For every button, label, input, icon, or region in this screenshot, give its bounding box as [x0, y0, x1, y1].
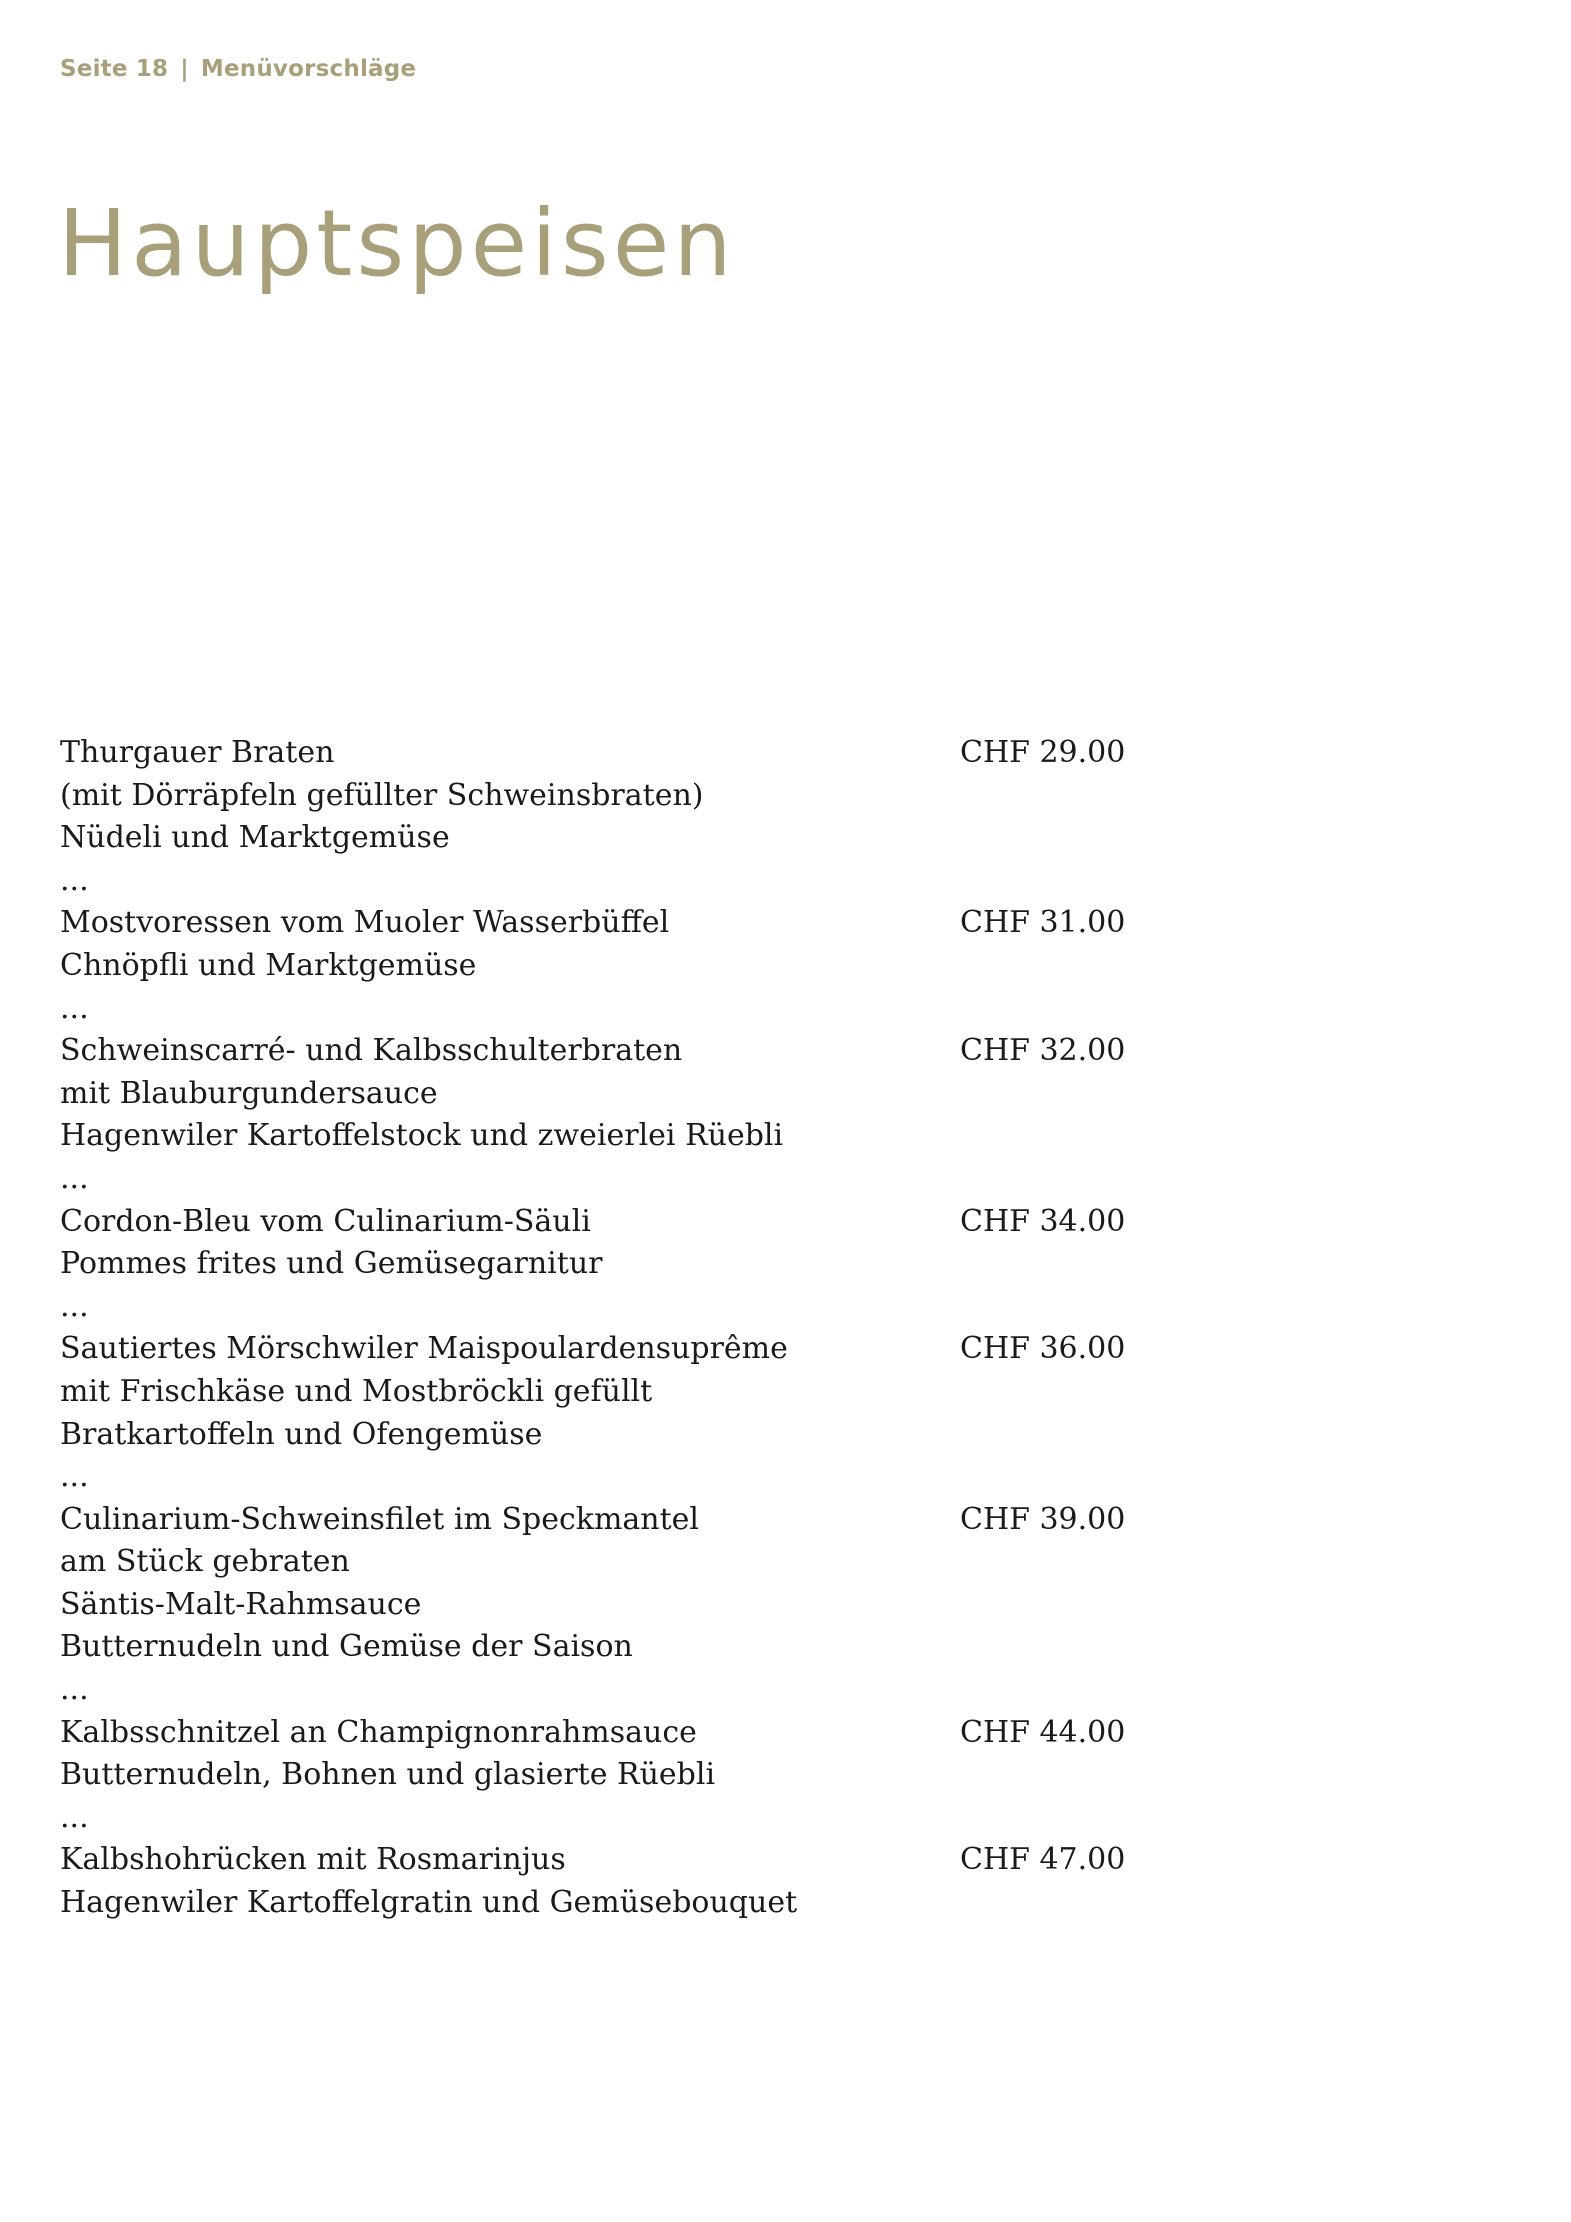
page-title: Hauptspeisen: [58, 190, 736, 297]
dish-price: CHF 47.00: [960, 1842, 1126, 1878]
dish-price: CHF 39.00: [960, 1501, 1126, 1537]
dish-name: Kalbsschnitzel an Champignonrahmsauce: [60, 1714, 697, 1750]
dish-item: [60, 902, 1126, 987]
dish-item: [60, 1839, 1126, 1924]
dish-item: [60, 1712, 1126, 1797]
dish-divider: ...: [60, 1672, 89, 1708]
dish-divider: ...: [60, 862, 89, 898]
dish-description: am Stück gebraten: [60, 1544, 350, 1580]
dish-item: [60, 1201, 1126, 1286]
dish-item: [60, 1328, 1126, 1456]
header-separator: |: [180, 56, 189, 82]
dish-price: CHF 36.00: [960, 1331, 1126, 1367]
dish-item: [60, 1030, 1126, 1158]
dish-description: Nüdeli und Marktgemüse: [60, 820, 450, 856]
dish-description: Säntis-Malt-Rahmsauce: [60, 1586, 422, 1622]
dish-description: mit Frischkäse und Mostbröckli gefüllt: [60, 1373, 653, 1409]
dish-item: [60, 732, 1126, 860]
dish-price: CHF 32.00: [960, 1033, 1126, 1069]
dish-divider: ...: [60, 1288, 89, 1324]
dish-description: Hagenwiler Kartoffelstock und zweierlei Rüebli: [60, 1118, 784, 1154]
dish-description: Bratkartoffeln und Ofengemüse: [60, 1416, 543, 1452]
dish-price: CHF 29.00: [960, 735, 1126, 770]
dish-description: Chnöpfli und Marktgemüse: [60, 947, 477, 983]
page-number: Seite 18: [60, 56, 169, 82]
dish-price: CHF 44.00: [960, 1714, 1126, 1750]
dish-item: [60, 1499, 1126, 1669]
dish-name: Mostvoressen vom Muoler Wasserbüffel: [60, 905, 670, 941]
page-header: [60, 56, 416, 82]
dish-name: Cordon-Bleu vom Culinarium-Säuli: [60, 1203, 591, 1239]
dish-description: Pommes frites und Gemüsegarnitur: [60, 1246, 603, 1282]
dish-divider: ...: [60, 1799, 89, 1835]
dish-name: Thurgauer Braten: [60, 735, 335, 770]
dish-description: Butternudeln und Gemüse der Saison: [60, 1629, 633, 1665]
dish-description: mit Blauburgundersauce: [60, 1075, 438, 1111]
dish-list: [60, 732, 1126, 1925]
section-title: Menüvorschläge: [200, 56, 417, 82]
dish-description: Butternudeln, Bohnen und glasierte Rüebli: [60, 1757, 716, 1793]
dish-divider: ...: [60, 990, 89, 1026]
dish-price: CHF 31.00: [960, 905, 1126, 941]
dish-name: Kalbshohrücken mit Rosmarinjus: [60, 1842, 566, 1878]
dish-name: Schweinscarré- und Kalbsschulterbraten: [60, 1033, 683, 1069]
dish-name: Culinarium-Schweinsfilet im Speckmantel: [60, 1501, 700, 1537]
dish-divider: ...: [60, 1160, 89, 1196]
dish-description: (mit Dörräpfeln gefüllter Schweinsbraten): [60, 777, 704, 813]
dish-divider: ...: [60, 1459, 89, 1495]
dish-description: Hagenwiler Kartoffelgratin und Gemüsebouquet: [60, 1885, 798, 1921]
dish-name: Sautiertes Mörschwiler Maispoulardensuprême: [60, 1331, 788, 1367]
dish-price: CHF 34.00: [960, 1203, 1126, 1239]
